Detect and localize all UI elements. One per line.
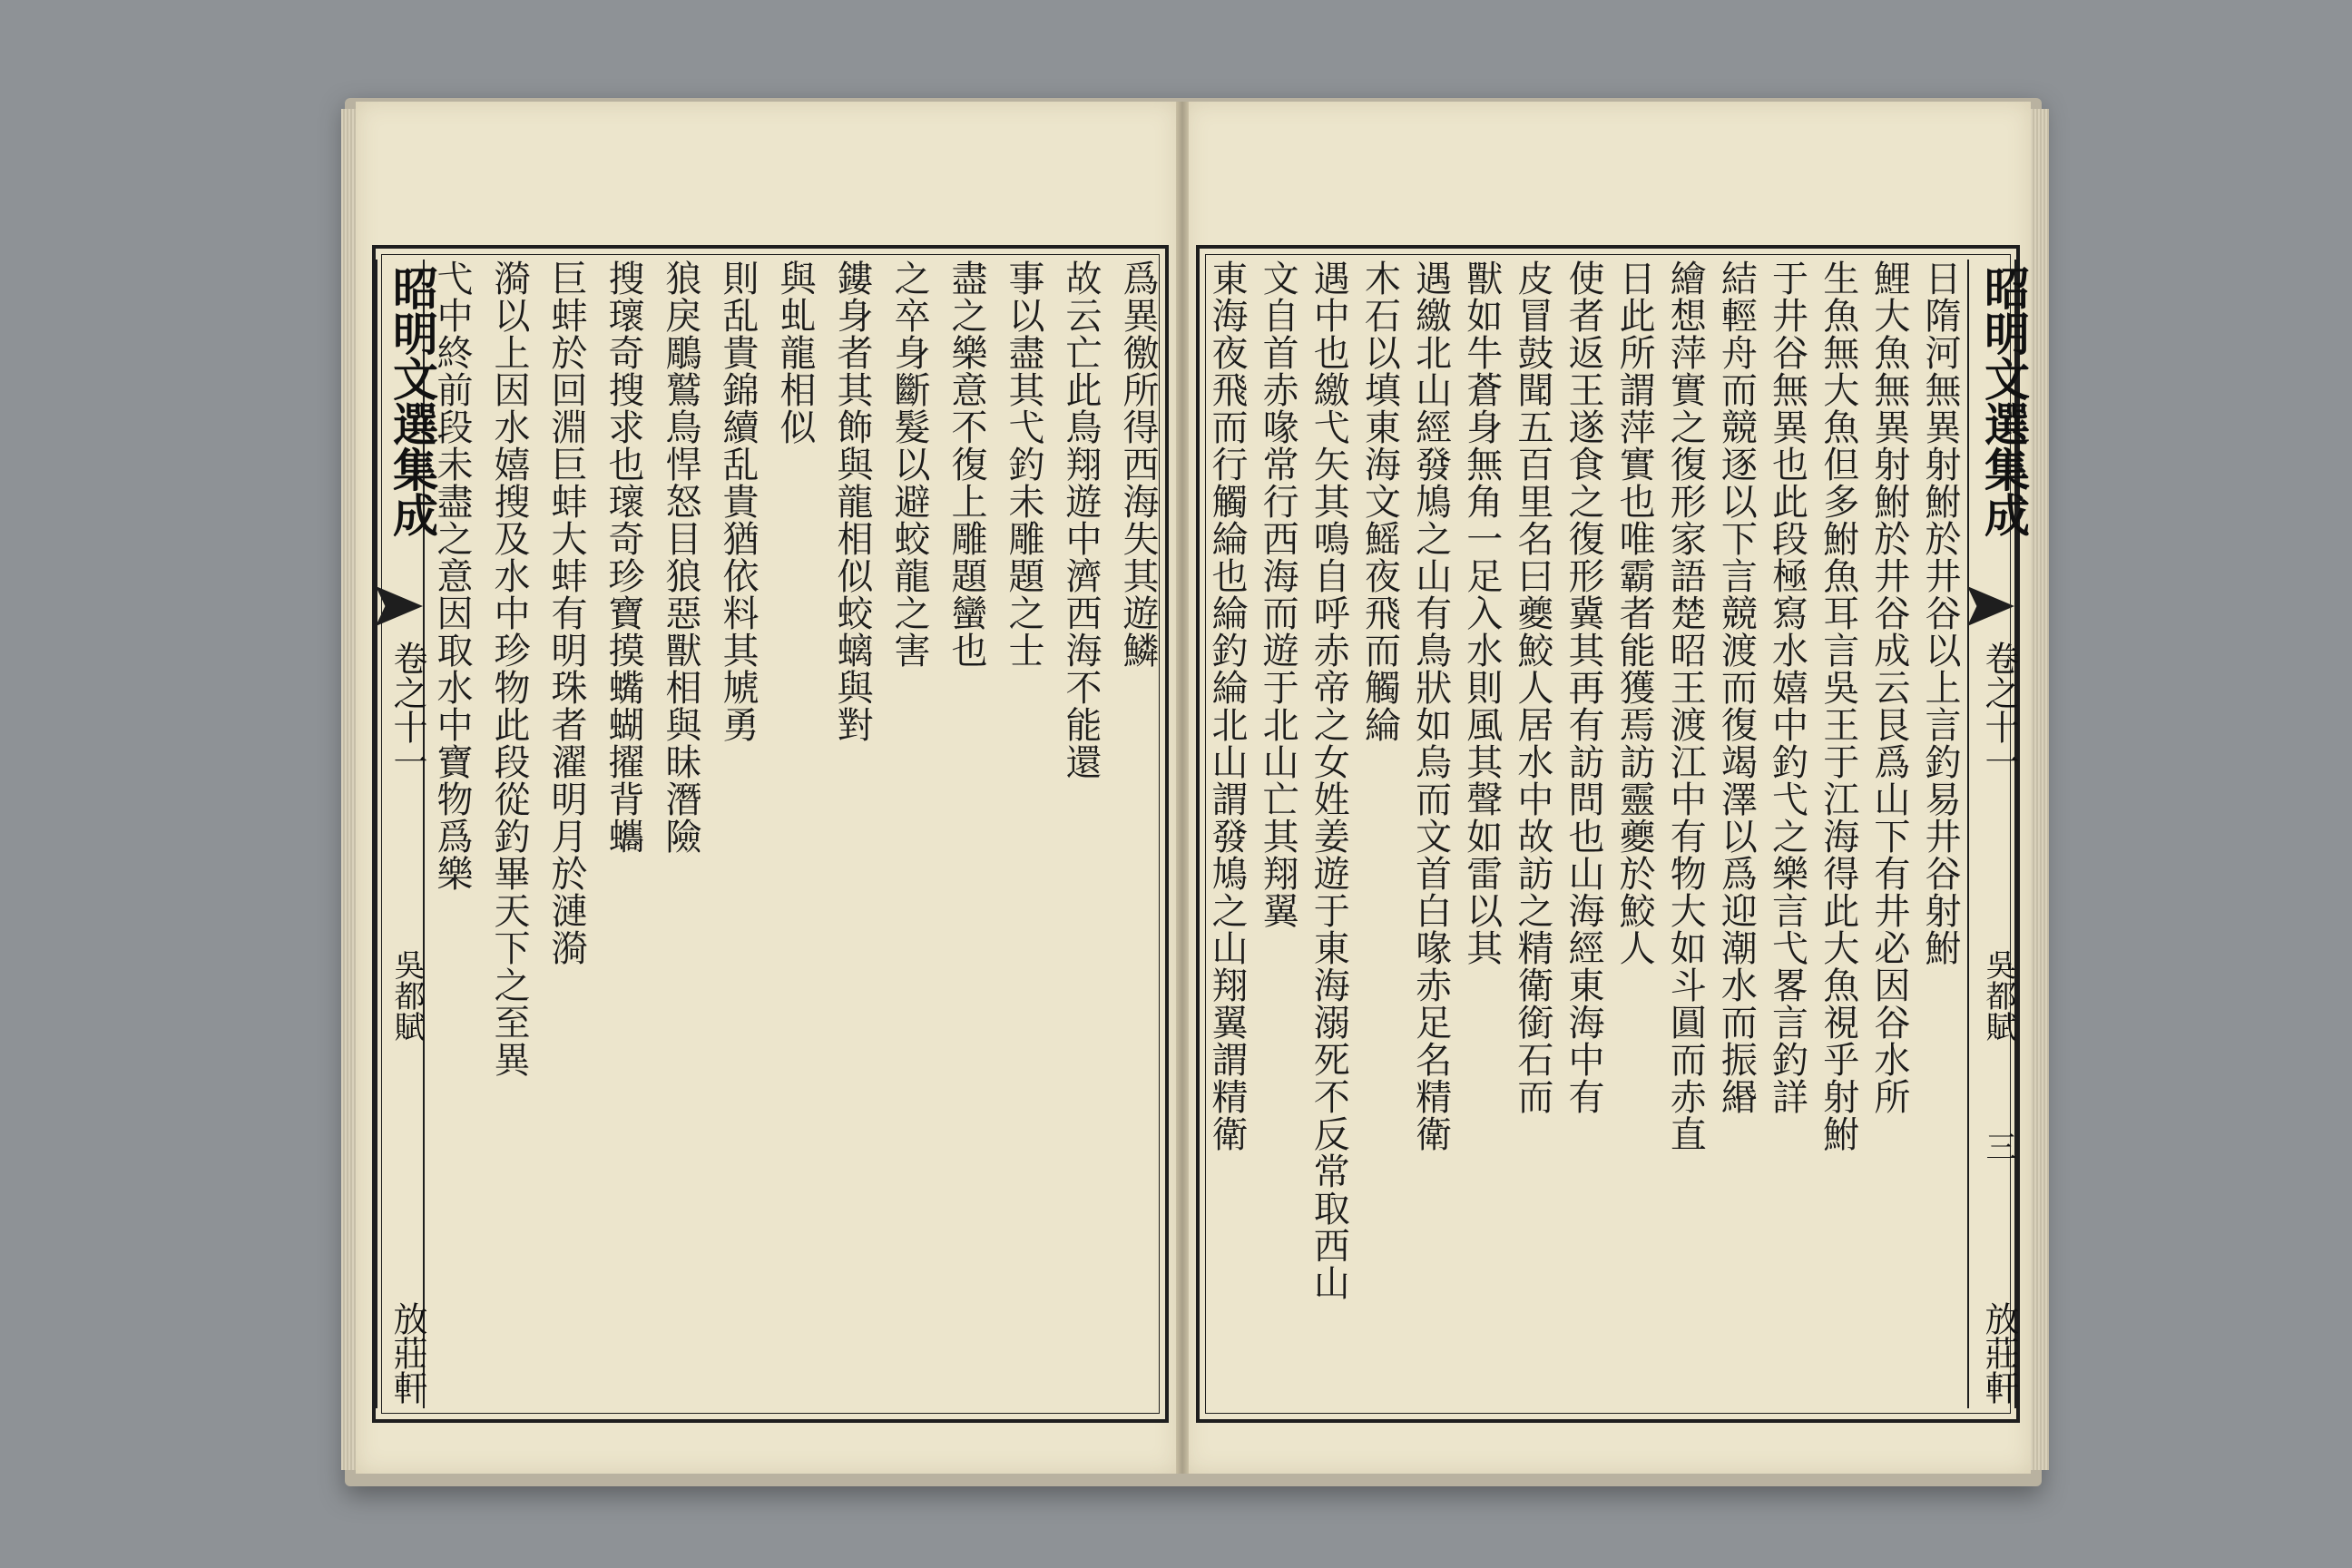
fold-studio: 放莊軒 [387, 1301, 427, 1405]
text-column: 爲異徼所得西海失其遊鱗 [1117, 260, 1159, 669]
text-column: 日此所謂萍實也唯霸者能獲焉訪靈夔於鮫人 [1613, 260, 1656, 966]
text-column: 盡之樂意不復上雕題蠻也 [946, 260, 987, 669]
text-column: 則乱貴錦續乱貴猶依料其虓勇 [717, 260, 759, 743]
book-gutter [1176, 102, 1189, 1474]
fold-volume: 卷之十一 [1979, 641, 2019, 779]
text-column: 狼戾鵰鷲鳥悍怒目狼惡獸相與昧潛險 [660, 260, 701, 855]
text-column: 結輕舟而競逐以下言競渡而復竭澤以爲迎潮水而振緡 [1715, 260, 1758, 1115]
fold-volume: 卷之十一 [387, 641, 427, 779]
fold-subtitle: 吳都賦 [388, 949, 425, 1042]
text-column: 搜瓌奇搜求也瓌奇珍寶摸蟕蝴擢背蠵 [603, 260, 644, 855]
text-column: 生魚無大魚但多鮒魚耳言吳王于江海得此大魚視乎射鮒 [1817, 260, 1859, 1152]
fold-title: 昭明文選集成 [1977, 265, 2031, 537]
text-column: 巨蚌於回淵巨蚌大蚌有明珠者濯明月於漣漪 [545, 260, 587, 966]
text-column: 與虬龍相似 [774, 260, 816, 446]
fold-subtitle: 吳都賦 [1980, 949, 2016, 1042]
text-column: 故云亡此鳥翔遊中濟西海不能還 [1060, 260, 1102, 780]
right-columns [1206, 260, 1961, 1408]
right-fold-strip [1967, 260, 2031, 1408]
text-column: 之卒身斷髮以避蛟龍之害 [888, 260, 930, 669]
text-column: 事以盡其弋釣未雕題之士 [1003, 260, 1044, 669]
fold-studio: 放莊軒 [1979, 1301, 2019, 1405]
text-column: 繪想萍實之復形家語楚昭王渡江中有物大如斗圓而赤直 [1664, 260, 1707, 1152]
text-column: 漪以上因水嬉搜及水中珍物此段從釣畢天下之至異 [488, 260, 530, 1078]
left-text-frame [372, 245, 1169, 1423]
fold-page-number: 三 [1980, 1131, 2016, 1161]
text-column: 于井谷無異也此段極寫水嬉中釣弋之樂言弋畧言釣詳 [1766, 260, 1808, 1115]
text-column: 東海夜飛而行觸綸也綸釣綸北山謂發鳩之山翔翼謂精衛 [1206, 260, 1248, 1152]
text-column: 鯉大魚無異射鮒於井谷成云艮爲山下有井必因谷水所 [1867, 260, 1910, 1115]
text-column: 木石以填東海文鰩夜飛而觸綸 [1358, 260, 1401, 743]
text-column: 日隋河無異射鮒於井谷以上言釣易井谷射鮒 [1918, 260, 1961, 966]
text-column: 弋中終前段未盡之意因取水中寶物爲樂 [431, 260, 473, 892]
text-column: 遇繳北山經發鳩之山有鳥狀如烏而文首白喙赤足名精衛 [1409, 260, 1452, 1152]
text-column: 皮冒鼓聞五百里名曰夔鮫人居水中故訪之精衛銜石而 [1511, 260, 1553, 1115]
left-columns [431, 260, 1159, 1408]
right-text-frame [1196, 245, 2031, 1423]
text-column: 鏤身者其飾與龍相似蛟螭與對 [831, 260, 873, 743]
text-column: 獸如牛蒼身無角一足入水則風其聲如雷以其 [1460, 260, 1503, 966]
left-fold-strip [376, 260, 439, 1408]
text-column: 文自首赤喙常行西海而遊于北山亡其翔翼 [1257, 260, 1299, 929]
fold-title: 昭明文選集成 [386, 265, 439, 537]
fishtail-mark-icon [376, 586, 423, 626]
text-column: 遇中也繳弋矢其鳴自呼赤帝之女姓姜遊于東海溺死不反常取西山 [1308, 260, 1350, 1301]
text-column: 使者返王遂食之復形冀其再有訪問也山海經東海中有 [1562, 260, 1604, 1115]
fishtail-mark-icon [1967, 586, 2014, 626]
